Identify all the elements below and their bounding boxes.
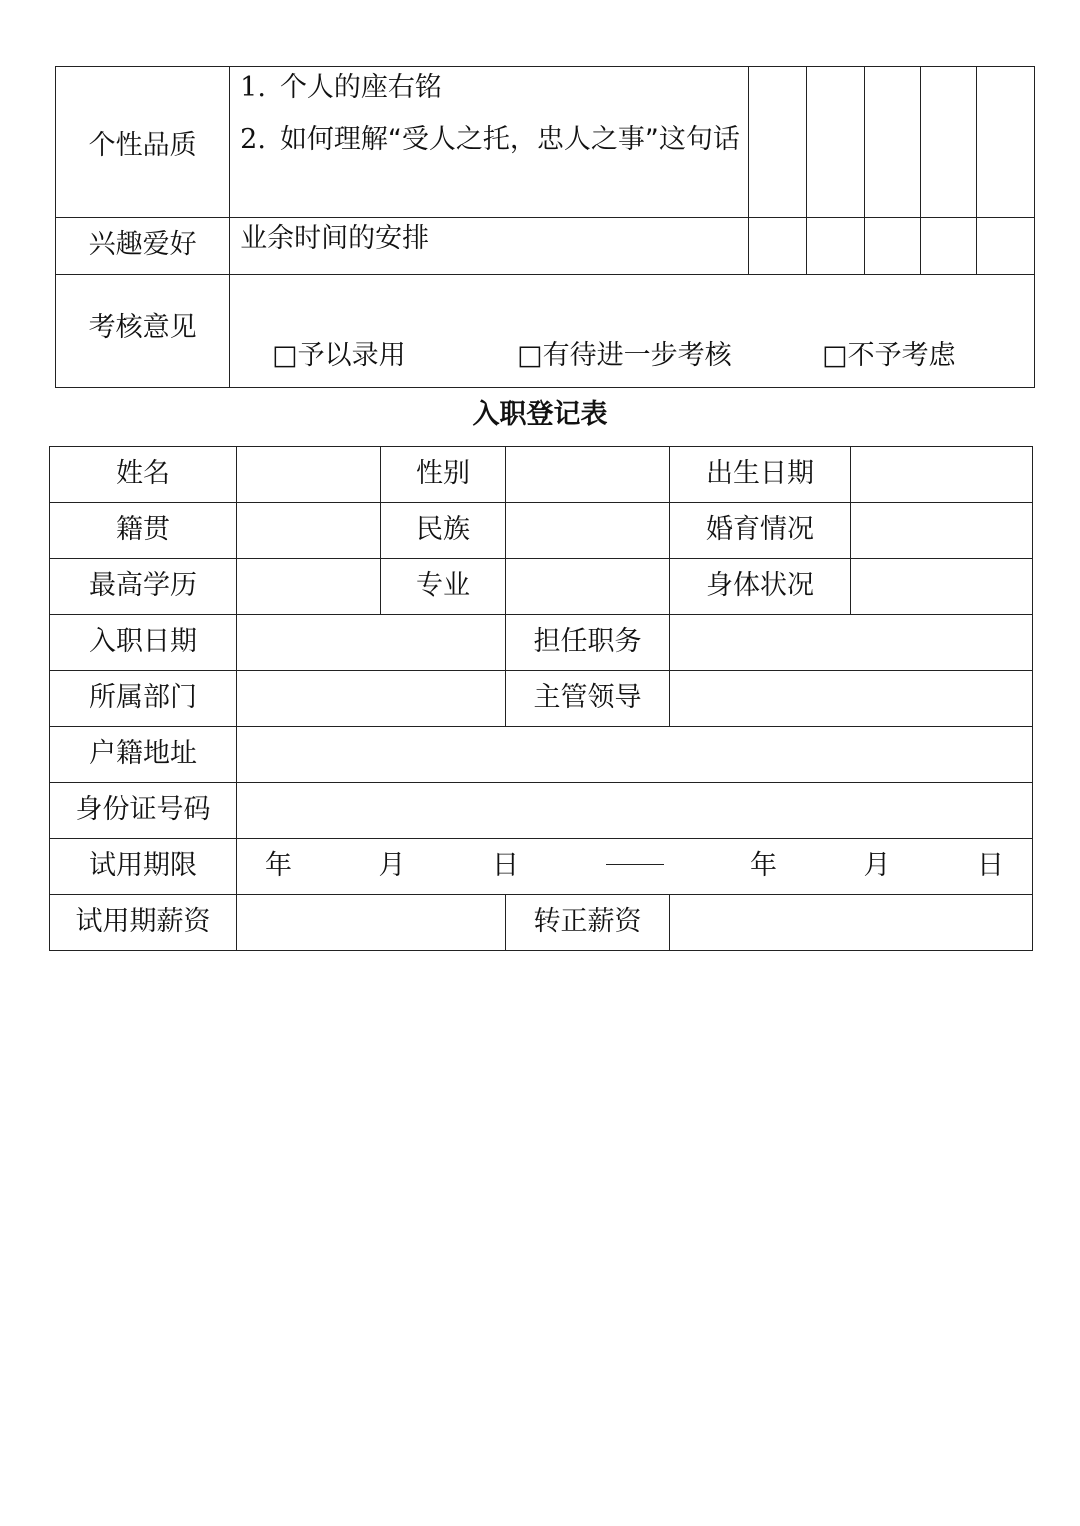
- option-further-review[interactable]: □有待进一步考核: [517, 340, 732, 371]
- form-title: 入职登记表: [472, 399, 608, 430]
- regular-salary-label: 转正薪资: [506, 895, 670, 951]
- regular-salary-field[interactable]: [670, 895, 1033, 951]
- trait-label: 个性品质: [56, 67, 230, 218]
- score-cell[interactable]: [806, 67, 864, 218]
- health-label: 身体状况: [670, 559, 851, 615]
- supervisor-field[interactable]: [670, 671, 1033, 727]
- score-cell[interactable]: [976, 218, 1034, 275]
- id-number-label: 身份证号码: [50, 783, 237, 839]
- native-place-field[interactable]: [237, 503, 381, 559]
- gender-field[interactable]: [506, 447, 670, 503]
- ethnicity-label: 民族: [381, 503, 506, 559]
- probation-period-field[interactable]: [237, 839, 1033, 895]
- marital-label: 婚育情况: [670, 503, 851, 559]
- score-cell[interactable]: [976, 67, 1034, 218]
- start-day-unit: 日: [492, 850, 519, 881]
- score-cell[interactable]: [806, 218, 864, 275]
- question-2: 2. 如何理解“受人之托，忠人之事”这句话: [240, 123, 740, 155]
- marital-field[interactable]: [851, 503, 1033, 559]
- department-label: 所属部门: [50, 671, 237, 727]
- end-month-unit: 月: [863, 850, 891, 881]
- probation-salary-field[interactable]: [237, 895, 506, 951]
- department-field[interactable]: [237, 671, 506, 727]
- supervisor-label: 主管领导: [506, 671, 670, 727]
- score-cell[interactable]: [864, 218, 920, 275]
- score-cell[interactable]: [920, 67, 976, 218]
- household-address-label: 户籍地址: [50, 727, 237, 783]
- major-field[interactable]: [506, 559, 670, 615]
- education-field[interactable]: [237, 559, 381, 615]
- probation-period-label: 试用期限: [50, 839, 237, 895]
- gender-label: 性别: [381, 447, 506, 503]
- education-label: 最高学历: [50, 559, 237, 615]
- trait-questions: [230, 67, 749, 218]
- score-cell[interactable]: [748, 67, 806, 218]
- position-field[interactable]: [670, 615, 1033, 671]
- id-number-field[interactable]: [237, 783, 1033, 839]
- ethnicity-field[interactable]: [506, 503, 670, 559]
- household-address-field[interactable]: [237, 727, 1033, 783]
- probation-salary-label: 试用期薪资: [50, 895, 237, 951]
- entry-date-label: 入职日期: [50, 615, 237, 671]
- score-cell[interactable]: [864, 67, 920, 218]
- birth-date-field[interactable]: [851, 447, 1033, 503]
- interview-table: [55, 66, 1035, 388]
- name-field[interactable]: [237, 447, 381, 503]
- end-year-unit: 年: [750, 850, 777, 881]
- start-month-unit: 月: [378, 850, 406, 881]
- start-year-unit: 年: [265, 850, 292, 881]
- range-dash: [606, 864, 664, 865]
- major-label: 专业: [381, 559, 506, 615]
- opinion-options: [230, 275, 1035, 388]
- hobby-question: 业余时间的安排: [230, 218, 749, 275]
- name-label: 姓名: [50, 447, 237, 503]
- position-label: 担任职务: [506, 615, 670, 671]
- entry-date-field[interactable]: [237, 615, 506, 671]
- score-cell[interactable]: [748, 218, 806, 275]
- question-1: 1. 个人的座右铭: [240, 72, 442, 103]
- native-place-label: 籍贯: [50, 503, 237, 559]
- health-field[interactable]: [851, 559, 1033, 615]
- option-reject[interactable]: □不予考虑: [822, 340, 956, 371]
- end-day-unit: 日: [977, 850, 1004, 881]
- option-hire[interactable]: □予以录用: [272, 340, 406, 371]
- hobby-label: 兴趣爱好: [56, 218, 230, 275]
- opinion-label: 考核意见: [56, 275, 230, 388]
- birth-date-label: 出生日期: [670, 447, 851, 503]
- score-cell[interactable]: [920, 218, 976, 275]
- registration-table: [49, 446, 1033, 951]
